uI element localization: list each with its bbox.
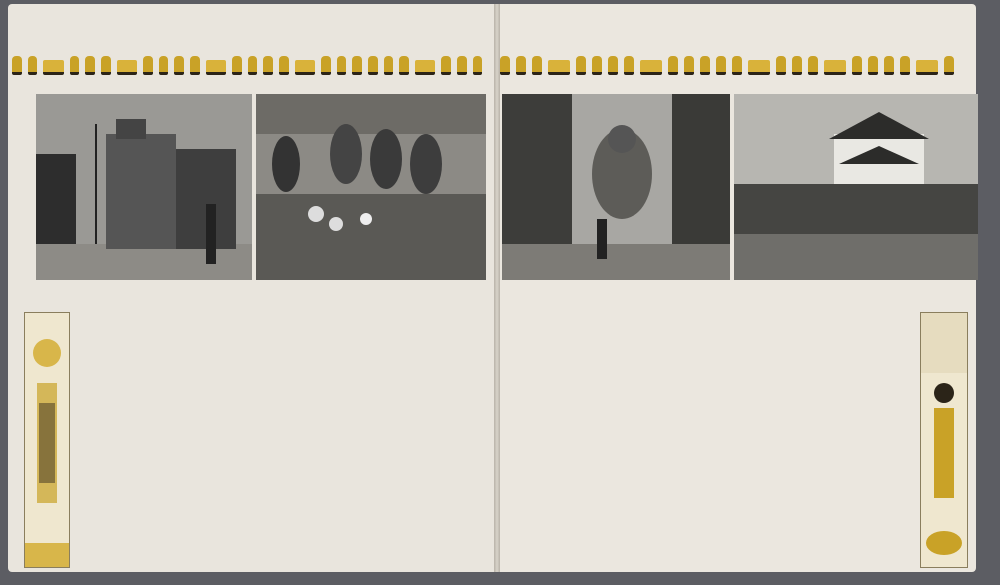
photo-theatre-street — [36, 94, 252, 280]
procession-frieze-left — [12, 56, 482, 76]
photo-imperial-palace — [734, 94, 978, 280]
left-page — [8, 4, 498, 572]
column-1 — [76, 306, 248, 310]
column-3 — [504, 302, 730, 310]
center-gutter — [494, 4, 500, 572]
photo-chrysanthemums — [256, 94, 486, 280]
decorative-geisha-panel-right — [920, 312, 968, 568]
column-4 — [738, 302, 916, 306]
procession-frieze-right — [500, 56, 976, 76]
photo-buddha-kamakura — [502, 94, 730, 280]
right-page — [498, 4, 976, 572]
column-2 — [256, 306, 486, 312]
decorative-geisha-panel-left — [24, 312, 70, 568]
